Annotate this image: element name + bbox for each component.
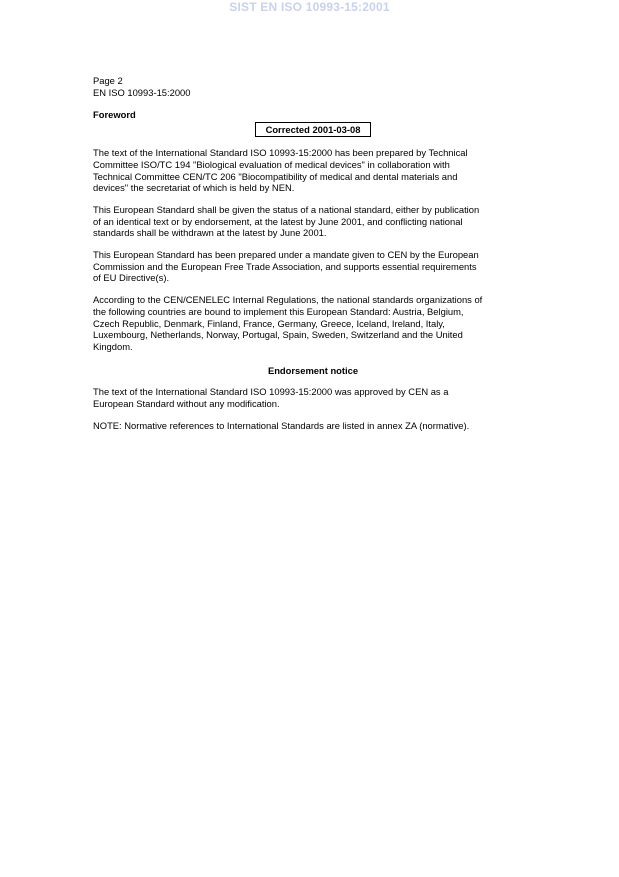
corrected-box-wrapper — [93, 122, 533, 137]
text-line: Technical Committee CEN/TC 206 "Biocompatibility of medical and dental materials and — [93, 170, 458, 182]
text-line: This European Standard shall be given the status of a national standard, either by publication — [93, 203, 480, 215]
foreword-heading: Foreword — [93, 109, 136, 121]
text-line: The text of the International Standard ISO 10993-15:2000 was approved by CEN as a — [93, 386, 449, 398]
text-line: the following countries are bound to implement this European Standard: Austria, Belgium, — [93, 305, 464, 317]
text-line: Committee ISO/TC 194 "Biological evaluation of medical devices" in collaboration with — [93, 158, 450, 170]
paragraph-endorsement — [93, 386, 533, 409]
document-page — [93, 75, 533, 431]
text-line: According to the CEN/CENELEC Internal Regulations, the national standards organizations of — [93, 294, 483, 306]
text-line: Luxembourg, Netherlands, Norway, Portugal, Spain, Sweden, Switzerland and the United — [93, 329, 463, 341]
text-line: standards shall be withdrawn at the latest by June 2001. — [93, 227, 327, 239]
watermark-text: SIST EN ISO 10993-15:2001 — [229, 0, 390, 14]
endorsement-heading: Endorsement notice — [267, 364, 359, 376]
text-line: This European Standard has been prepared under a mandate given to CEN by the European — [93, 249, 479, 261]
text-line: of an identical text or by endorsement, at the latest by June 2001, and conflicting national — [93, 215, 463, 227]
text-line: NOTE: Normative references to International Standards are listed in annex ZA (normative). — [93, 419, 470, 431]
text-line: of EU Directive(s). — [93, 272, 170, 284]
text-line: devices" the secretariat of which is held by NEN. — [93, 182, 295, 194]
text-line: The text of the International Standard ISO 10993-15:2000 has been prepared by Technical — [93, 147, 468, 159]
text-line: Commission and the European Free Trade Association, and supports essential requirements — [93, 260, 477, 272]
paragraph-status — [93, 204, 533, 239]
standard-identifier: EN ISO 10993-15:2000 — [93, 86, 191, 98]
paragraph-regulations — [93, 294, 533, 353]
corrected-badge: Corrected 2001-03-08 — [255, 122, 372, 137]
text-line: Czech Republic, Denmark, Finland, France, Germany, Greece, Iceland, Ireland, Italy, — [93, 317, 445, 329]
page-number: Page 2 — [93, 75, 123, 86]
text-line: European Standard without any modification. — [93, 398, 280, 410]
paragraph-preparation — [93, 147, 533, 194]
paragraph-mandate — [93, 249, 533, 284]
text-line: Kingdom. — [93, 340, 133, 352]
paragraph-note — [93, 420, 533, 432]
